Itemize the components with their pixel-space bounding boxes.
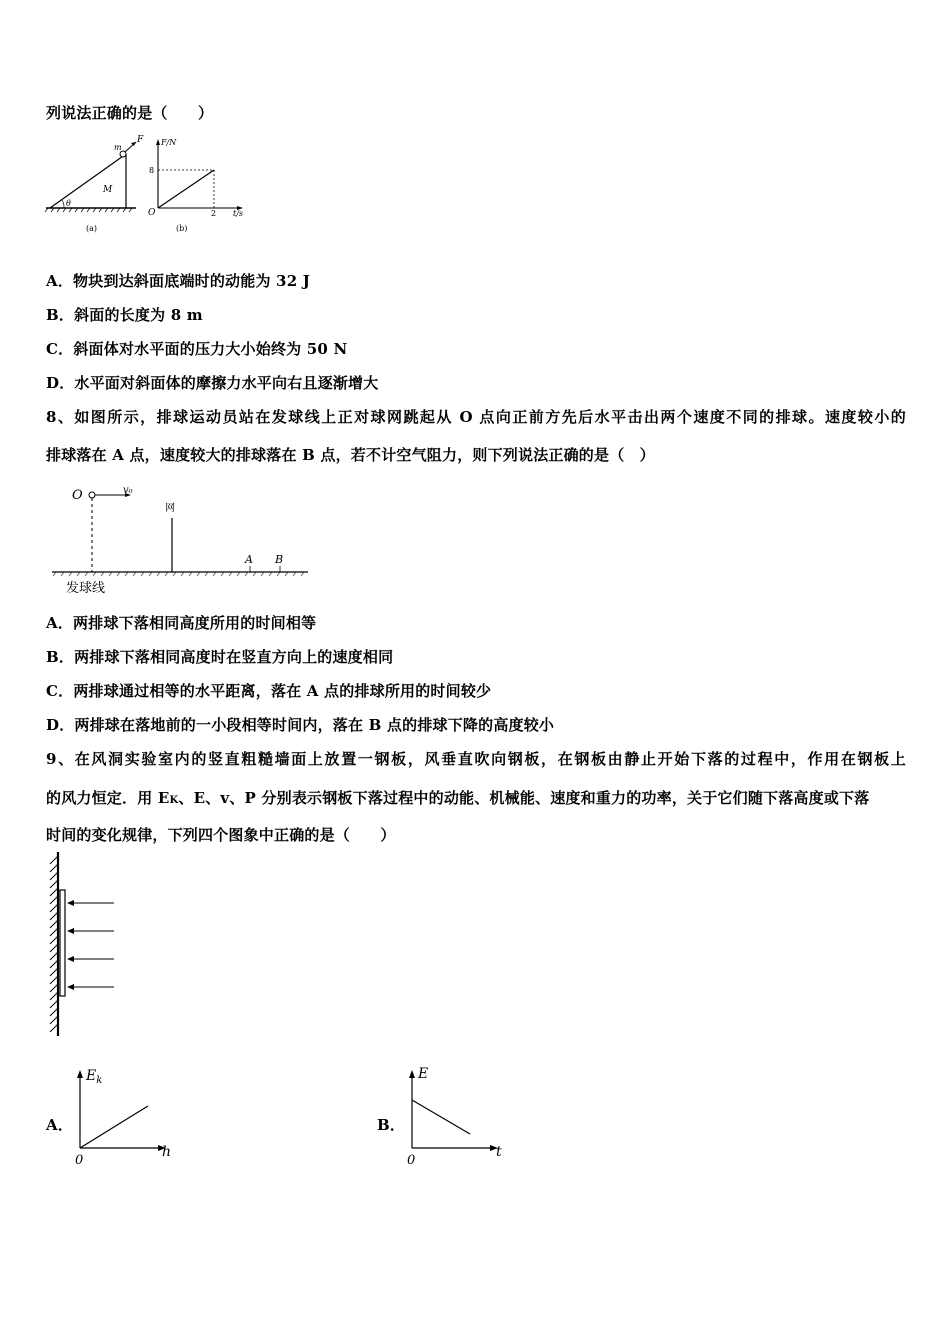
q7-option-c: C．斜面体对水平面的压力大小始终为 50 N — [46, 340, 348, 358]
q9-stem-line1: 9、在风洞实验室内的竖直粗糙墙面上放置一钢板，风垂直吹向钢板，在钢板由静止开始下落的过程中，作用在钢板上 — [46, 750, 906, 768]
graph-a — [70, 1060, 190, 1170]
label-serve-line: 发球线 — [66, 581, 106, 596]
graph-b — [402, 1060, 522, 1170]
graph-b-x-label: t — [496, 1144, 502, 1160]
incline-surface — [50, 154, 126, 208]
graph-a-label: A． — [46, 1116, 74, 1134]
q7-option-d: D．水平面对斜面体的摩擦力水平向右且逐渐增大 — [46, 374, 379, 392]
label-m: m — [114, 143, 122, 152]
graph-a-origin: 0 — [75, 1153, 84, 1168]
wind-arrows — [70, 903, 114, 987]
q9-stem-line2 — [46, 787, 869, 808]
graph-b-origin: 0 — [407, 1153, 416, 1168]
q7-option-b: B．斜面的长度为 8 m — [46, 306, 203, 324]
q7-stem-tail: 列说法正确的是（ ） — [46, 104, 214, 122]
q9-line2-start: 的风力恒定．用 E — [46, 789, 170, 807]
label-B: B — [275, 553, 284, 566]
graph-b-label: B． — [377, 1116, 406, 1134]
graph-a-y-label: $E_k$ — [86, 1068, 103, 1086]
q7-figure — [40, 128, 260, 238]
label-net: 网 — [165, 503, 175, 514]
q8-option-b: B．两排球下落相同高度时在竖直方向上的速度相同 — [46, 648, 394, 666]
label-theta: θ — [66, 199, 71, 208]
label-v0: v₀ — [123, 485, 133, 496]
label-F: F — [137, 135, 144, 145]
q8-figure — [46, 478, 316, 598]
steel-plate — [60, 890, 65, 996]
q8-stem-line1: 8、如图所示，排球运动员站在发球线上正对球网跳起从 O 点向正前方先后水平击出两个速度不同的排球。速度较小的 — [46, 408, 906, 426]
q7-option-a: A．物块到达斜面底端时的动能为 32 J — [46, 272, 311, 290]
wall-hatch — [50, 856, 58, 1032]
graph-a-line — [80, 1106, 148, 1148]
label-a: (a) — [86, 224, 98, 233]
origin-label: O — [148, 208, 156, 218]
y-axis-label: F/N — [161, 138, 177, 147]
q8-option-d: D．两排球在落地前的一小段相等时间内，落在 B 点的排球下降的高度较小 — [46, 716, 555, 734]
ball — [89, 492, 95, 498]
graph-b-line — [412, 1100, 470, 1134]
q9-stem-line3: 时间的变化规律，下列四个图象中正确的是（ ） — [46, 826, 396, 844]
q8-option-a: A．两排球下落相同高度所用的时间相等 — [46, 614, 317, 632]
q8-stem-line2: 排球落在 A 点，速度较大的排球落在 B 点，若不计空气阻力，则下列说法正确的是（ ） — [46, 446, 655, 464]
x-tick-2: 2 — [211, 209, 217, 218]
label-b: (b) — [176, 224, 188, 233]
f-t-line — [158, 170, 214, 208]
y-tick-8: 8 — [149, 166, 155, 175]
graph-a-x-label: h — [162, 1144, 172, 1160]
label-A: A — [245, 553, 253, 566]
q9-line2-rest: 、E、v、P 分别表示钢板下落过程中的动能、机械能、速度和重力的功率，关于它们随下落高度或下落 — [178, 789, 870, 807]
q8-option-c: C．两排球通过相等的水平距离，落在 A 点的排球所用的时间较少 — [46, 682, 492, 700]
graph-b-y-label: E — [418, 1066, 429, 1082]
label-O: O — [72, 488, 83, 503]
x-axis-label: t/s — [233, 209, 244, 218]
label-M: M — [103, 185, 113, 195]
q9-line2-sub: K — [169, 795, 179, 806]
wind-tunnel-figure — [42, 850, 132, 1040]
